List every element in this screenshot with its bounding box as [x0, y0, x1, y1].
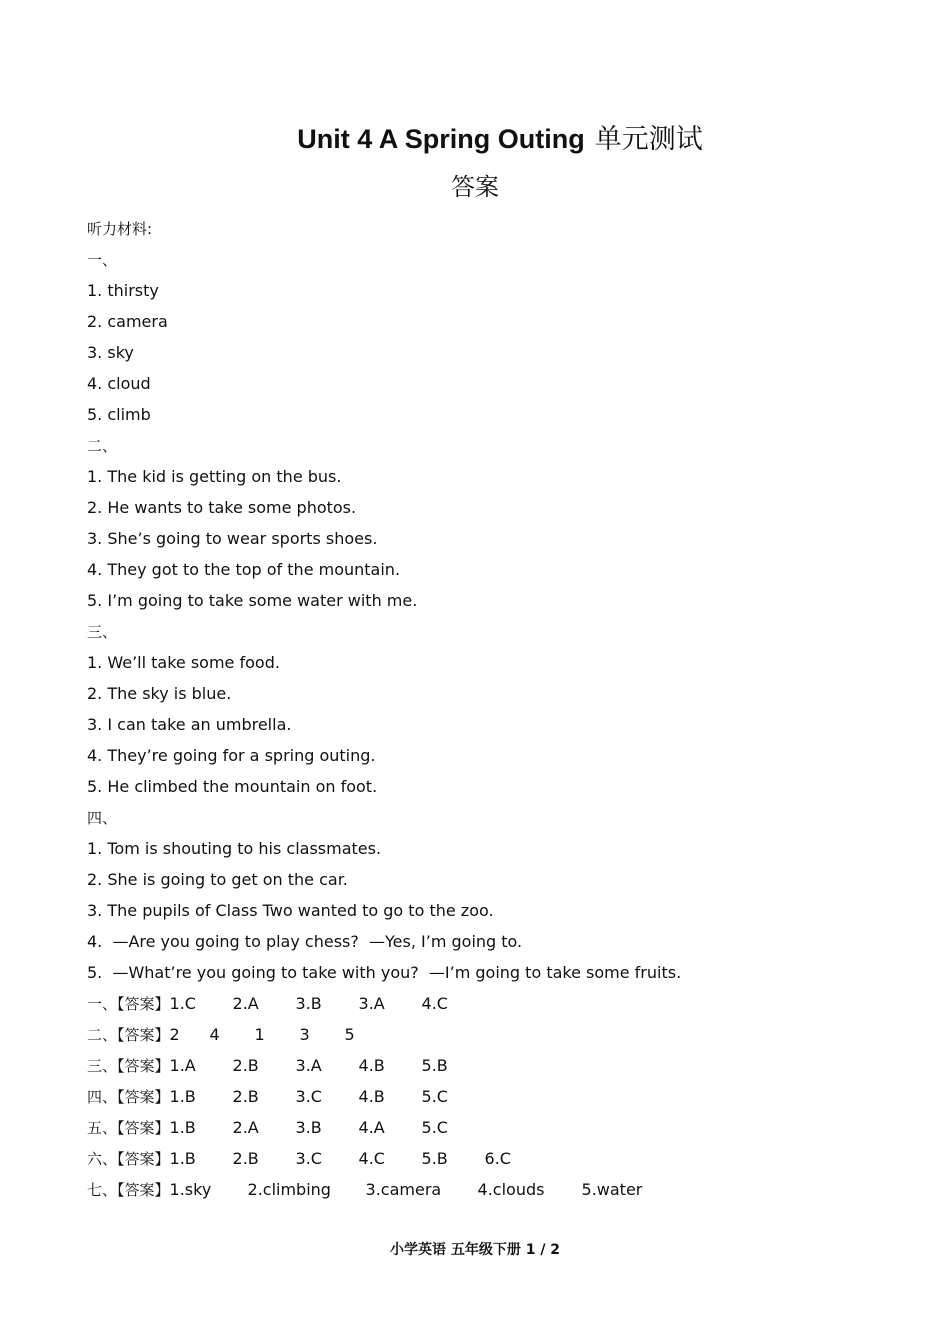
list-item: 4. cloud: [87, 374, 151, 393]
answer-item: 5: [344, 1025, 355, 1044]
answer-item: 1.B: [169, 1087, 196, 1106]
list-item: 1. We’ll take some food.: [87, 653, 280, 672]
section-heading: 一、: [87, 251, 118, 269]
answer-item: 5.B: [421, 1056, 448, 1075]
answer-item: 4.A: [358, 1118, 385, 1137]
answer-label: 二、【答案】: [87, 1026, 170, 1044]
section-1: [87, 246, 887, 432]
section-heading: 三、: [87, 623, 118, 641]
section-heading: 四、: [87, 809, 118, 827]
answer-item: 5.water: [581, 1180, 643, 1199]
list-item: 2. She is going to get on the car.: [87, 870, 348, 889]
answer-item: 3.C: [295, 1149, 322, 1168]
answer-row: [87, 990, 887, 1021]
answer-item: 1.A: [169, 1056, 196, 1075]
list-item: 5. —What’re you going to take with you? —I’m going to take some fruits.: [87, 963, 682, 982]
list-item: 3. I can take an umbrella.: [87, 715, 292, 734]
answer-item: 2.A: [232, 1118, 259, 1137]
list-item: 1. Tom is shouting to his classmates.: [87, 839, 382, 858]
answer-label: 三、【答案】: [87, 1057, 170, 1075]
answer-item: 2.B: [232, 1056, 259, 1075]
answer-item: 5.C: [421, 1118, 448, 1137]
answer-label: 六、【答案】: [87, 1150, 170, 1168]
answer-item: 4.clouds: [477, 1180, 545, 1199]
list-item: 2. camera: [87, 312, 168, 331]
answer-item: 5.C: [421, 1087, 448, 1106]
list-item: 4. They’re going for a spring outing.: [87, 746, 376, 765]
answer-item: 3: [299, 1025, 310, 1044]
list-item: 5. climb: [87, 405, 151, 424]
answer-label: 七、【答案】: [87, 1181, 170, 1199]
answer-item: 4: [209, 1025, 220, 1044]
answer-label: 一、【答案】: [87, 995, 170, 1013]
list-item: 4. —Are you going to play chess? —Yes, I’m going to.: [87, 932, 523, 951]
answer-item: 3.B: [295, 994, 322, 1013]
answer-item: 2.B: [232, 1149, 259, 1168]
answer-label: 四、【答案】: [87, 1088, 170, 1106]
list-item: 5. I’m going to take some water with me.: [87, 591, 418, 610]
page-footer: 小学英语 五年级下册 1 / 2: [389, 1242, 561, 1258]
list-item: 5. He climbed the mountain on foot.: [87, 777, 378, 796]
title-english: Unit 4 A Spring Outing: [297, 124, 585, 154]
answer-item: 3.B: [295, 1118, 322, 1137]
answer-item: 3.A: [358, 994, 385, 1013]
answer-item: 4.C: [358, 1149, 385, 1168]
list-item: 1. The kid is getting on the bus.: [87, 467, 342, 486]
answer-item: 3.camera: [365, 1180, 442, 1199]
list-item: 3. sky: [87, 343, 134, 362]
answer-row: [87, 1176, 887, 1207]
section-4: [87, 804, 887, 990]
answer-item: 3.C: [295, 1087, 322, 1106]
answer-row: [87, 1083, 887, 1114]
section-heading: 二、: [87, 437, 118, 455]
section-3: [87, 618, 887, 804]
answer-item: 4.B: [358, 1056, 385, 1075]
answer-item: 2.A: [232, 994, 259, 1013]
answer-item: 3.A: [295, 1056, 322, 1075]
list-item: 2. The sky is blue.: [87, 684, 232, 703]
document-body: [87, 215, 887, 1207]
answer-row: [87, 1145, 887, 1176]
page-title: [0, 120, 950, 159]
answer-key: [87, 990, 887, 1207]
list-item: 3. The pupils of Class Two wanted to go to the zoo.: [87, 901, 494, 920]
answer-item: 1.B: [169, 1118, 196, 1137]
list-item: 2. He wants to take some photos.: [87, 498, 357, 517]
answer-item: 5.B: [421, 1149, 448, 1168]
answer-item: 4.B: [358, 1087, 385, 1106]
answer-item: 1.C: [169, 994, 196, 1013]
answer-item: 2.B: [232, 1087, 259, 1106]
answer-row: [87, 1052, 887, 1083]
answer-item: 1.sky: [169, 1180, 212, 1199]
section-2: [87, 432, 887, 618]
answer-item: 2.climbing: [247, 1180, 331, 1199]
answer-item: 4.C: [421, 994, 448, 1013]
answer-item: 1.B: [169, 1149, 196, 1168]
page-subtitle: 答案: [451, 173, 499, 201]
list-item: 1. thirsty: [87, 281, 159, 300]
list-item: 4. They got to the top of the mountain.: [87, 560, 401, 579]
answer-item: 6.C: [484, 1149, 511, 1168]
answer-label: 五、【答案】: [87, 1119, 170, 1137]
title-chinese: 单元测试: [594, 124, 703, 155]
listening-heading: 听力材料:: [87, 220, 153, 238]
list-item: 3. She’s going to wear sports shoes.: [87, 529, 378, 548]
answer-row: [87, 1114, 887, 1145]
answer-row: [87, 1021, 887, 1052]
answer-item: 2: [169, 1025, 180, 1044]
answer-item: 1: [254, 1025, 265, 1044]
